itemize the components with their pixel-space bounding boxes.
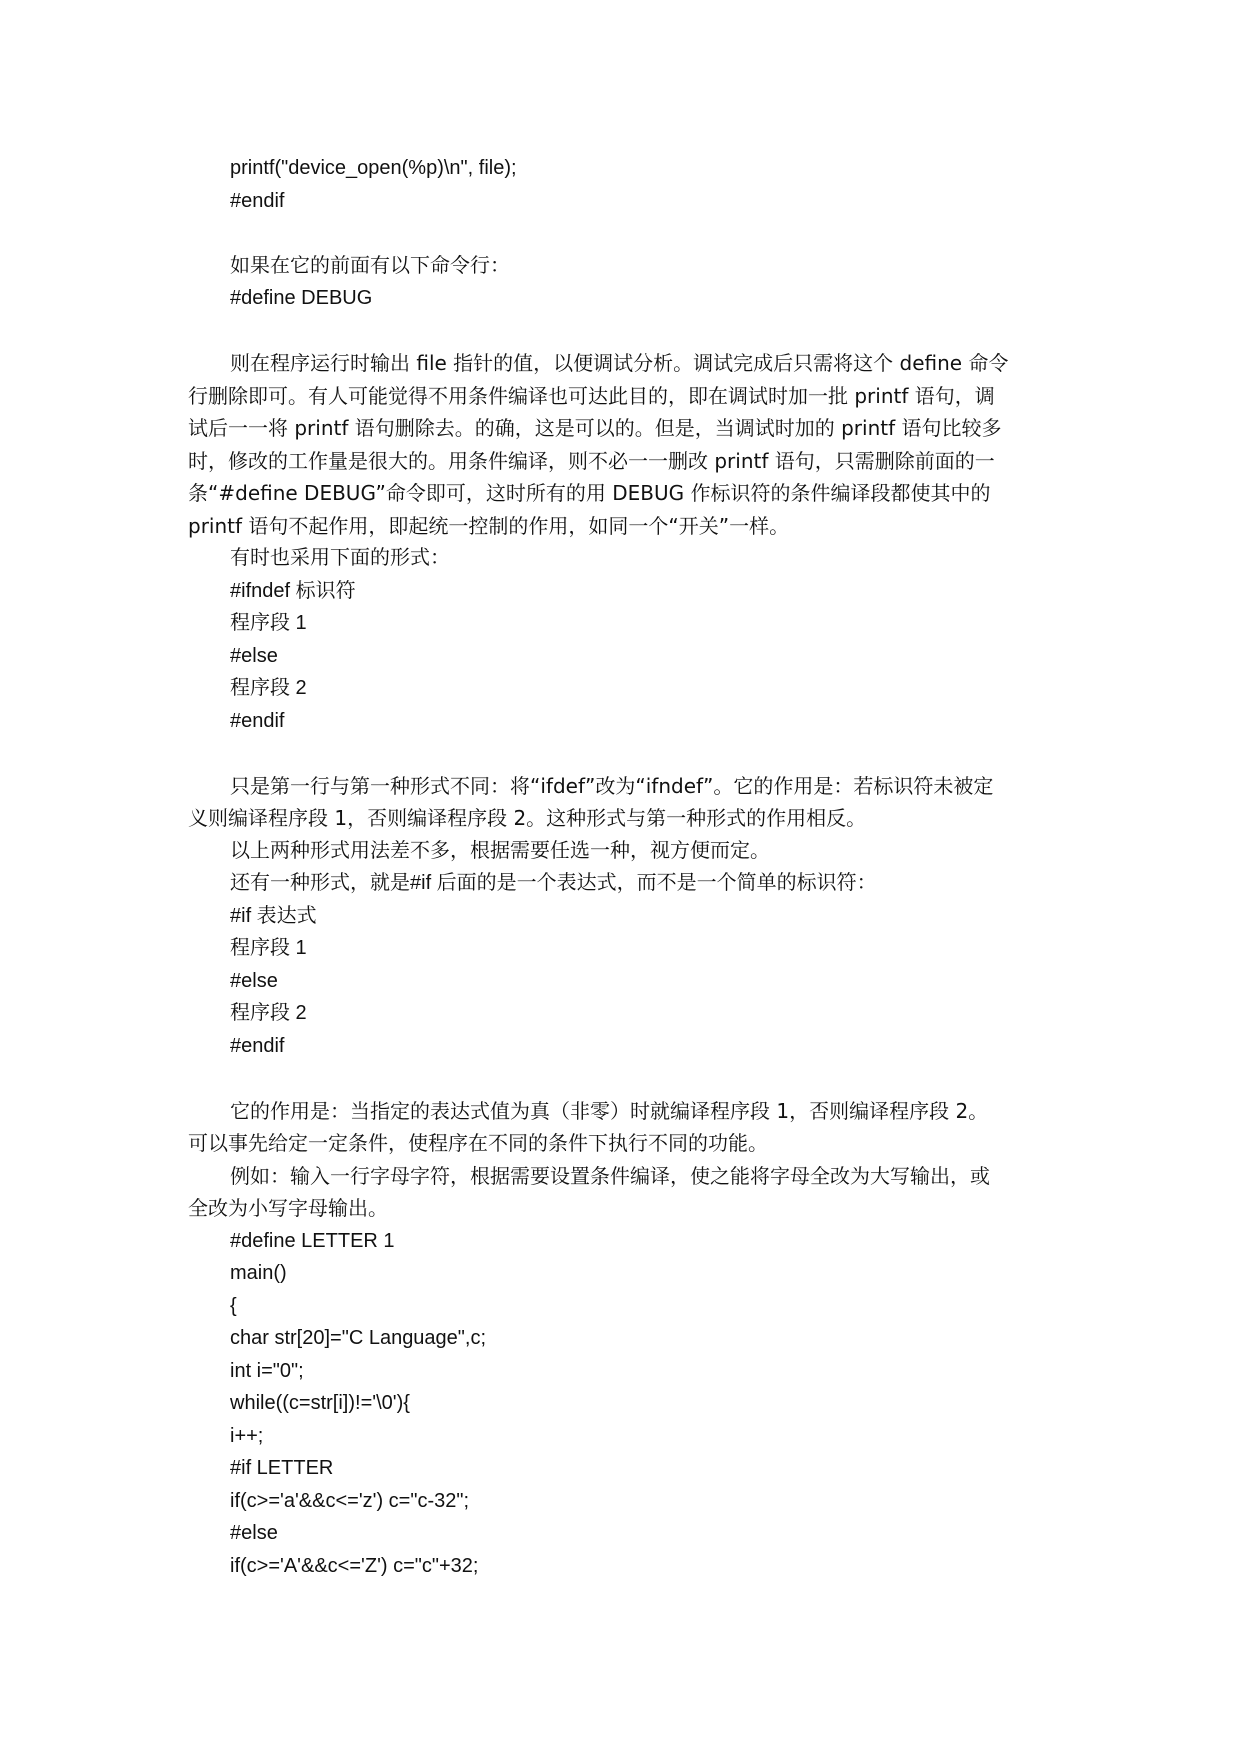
paragraph-line: 则在程序运行时输出 file 指针的值，以便调试分析。调试完成后只需将这个 define 命令 bbox=[230, 351, 1009, 375]
code-line: { bbox=[230, 1294, 237, 1317]
code-line: if(c>='a'&&c<='z') c="c-32"; bbox=[230, 1489, 470, 1512]
code-line: 程序段 1 bbox=[230, 612, 307, 634]
code-line: #if 表达式 bbox=[230, 904, 317, 927]
code-line: #define DEBUG bbox=[230, 287, 373, 309]
code-line: #ifndef 标识符 bbox=[230, 579, 356, 602]
paragraph-line: 可以事先给定一定条件，使程序在不同的条件下执行不同的功能。 bbox=[188, 1131, 768, 1155]
code-line: #if LETTER bbox=[230, 1457, 334, 1479]
paragraph-line: 全改为小写字母输出。 bbox=[188, 1196, 388, 1220]
document-body bbox=[188, 152, 1064, 1582]
blank-line bbox=[188, 217, 1064, 250]
paragraph-line: 它的作用是：当指定的表达式值为真（非零）时就编译程序段 1，否则编译程序段 2。 bbox=[230, 1098, 989, 1123]
code-line: char str[20]="C Language",c; bbox=[230, 1327, 487, 1349]
code-line: #else bbox=[230, 644, 278, 667]
code-line: int i="0"; bbox=[230, 1359, 304, 1382]
code-line: 如果在它的前面有以下命令行： bbox=[230, 254, 510, 277]
code-line: #endif bbox=[230, 1034, 285, 1057]
code-line: if(c>='A'&&c<='Z') c="c"+32; bbox=[230, 1554, 479, 1577]
code-line: 程序段 2 bbox=[230, 1002, 307, 1024]
blank-line bbox=[188, 737, 1064, 770]
code-line: printf("device_open(%p)\n", file); bbox=[230, 157, 517, 179]
paragraph-line: 只是第一行与第一种形式不同：将“ifdef”改为“ifndef”。它的作用是：若标识符未被定 bbox=[230, 773, 994, 798]
code-line: 有时也采用下面的形式： bbox=[230, 547, 450, 569]
paragraph-line: 时，修改的工作量是很大的。用条件编译，则不必一一删改 printf 语句，只需删除前面的一 bbox=[188, 448, 995, 473]
code-line: #endif bbox=[230, 189, 285, 212]
paragraph-line: printf 语句不起作用，即起统一控制的作用，如同一个“开关”一样。 bbox=[188, 513, 790, 538]
code-line: main() bbox=[230, 1262, 287, 1284]
paragraph-line: 例如：输入一行字母字符，根据需要设置条件编译，使之能将字母全改为大写输出，或 bbox=[230, 1163, 990, 1188]
code-line: while((c=str[i])!='\0'){ bbox=[230, 1392, 410, 1414]
blank-line bbox=[188, 315, 1064, 348]
paragraph-line: 试后一一将 printf 语句删除去。的确，这是可以的。但是，当调试时加的 printf 语句比较多 bbox=[188, 416, 1002, 440]
code-line: 以上两种形式用法差不多，根据需要任选一种，视方便而定。 bbox=[230, 839, 770, 862]
code-line: i++; bbox=[230, 1424, 264, 1447]
code-line: 程序段 2 bbox=[230, 677, 307, 699]
paragraph-line: 义则编译程序段 1，否则编译程序段 2。这种形式与第一种形式的作用相反。 bbox=[188, 806, 867, 830]
code-line: 程序段 1 bbox=[230, 937, 307, 959]
paragraph-line: 行删除即可。有人可能觉得不用条件编译也可达此目的，即在调试时加一批 printf 语句，调 bbox=[188, 383, 995, 408]
code-line: #endif bbox=[230, 709, 285, 732]
code-line: #define LETTER 1 bbox=[230, 1229, 395, 1252]
code-line: #else bbox=[230, 1522, 278, 1544]
paragraph-line: 条“#define DEBUG”命令即可，这时所有的用 DEBUG 作标识符的条件编译段都使其中的 bbox=[188, 481, 991, 505]
code-line: 还有一种形式，就是#if 后面的是一个表达式，而不是一个简单的标识符： bbox=[230, 872, 877, 894]
blank-line bbox=[188, 1062, 1064, 1095]
code-line: #else bbox=[230, 969, 278, 992]
